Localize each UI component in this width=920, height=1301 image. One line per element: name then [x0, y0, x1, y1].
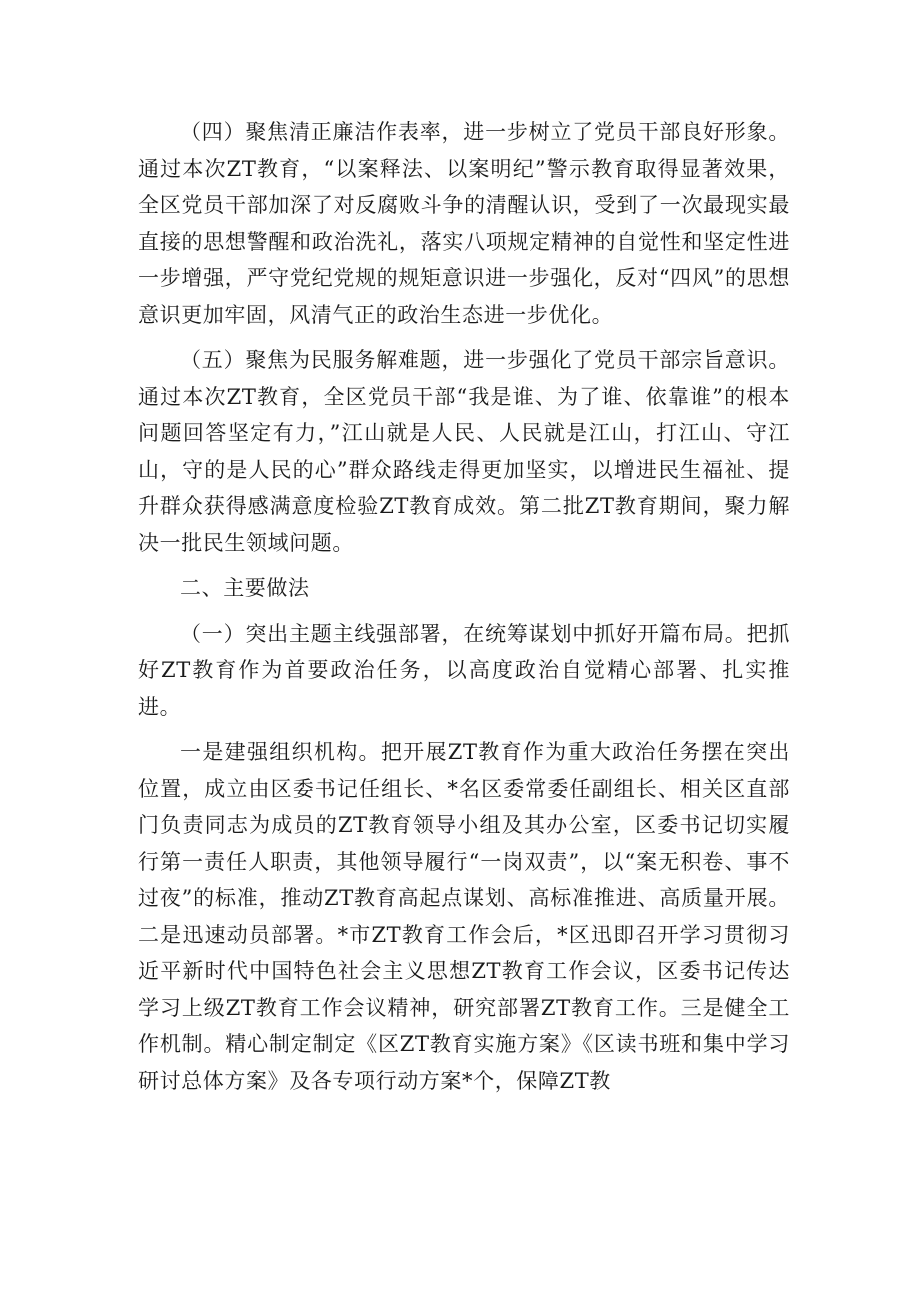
paragraph-deployment: （一）突出主题主线强部署，在统筹谋划中抓好开篇布局。把抓好ZT教育作为首要政治任务，以高度政治自觉精心部署、扎实推进。	[138, 621, 790, 719]
paragraph-organization: 一是建强组织机构。把开展ZT教育作为重大政治任务摆在突出位置，成立由区委书记任组长、*名区委常委任副组长、相关区直部门负责同志为成员的ZT教育领导小组及其办公室，区委书记切实履行第一责任人职责，其他领导履行“一岗双责”，以“案无积卷、事不过夜”的标准，推动ZT教育高起点谋划、高标准推进、高质量开展。二是迅速动员部署。*市ZT教育工作会后，*区迅即召开学习贯彻习近平新时代中国特色社会主义思想ZT教育工作会议，区委书记传达学习上级ZT教育工作会议精神，研究部署ZT教育工作。三是健全工作机制。精心制定制定《区ZT教育实施方案》《区读书班和集中学习研讨总体方案》及各专项行动方案*个，保障ZT教	[138, 740, 790, 1093]
paragraph-integrity: （四）聚焦清正廉洁作表率，进一步树立了党员干部良好形象。通过本次ZT教育，“以案释法、以案明纪”警示教育取得显著效果，全区党员干部加深了对反腐败斗争的清醒认识，受到了一次最现实最直接的思想警醒和政治洗礼，落实八项规定精神的自觉性和坚定性进一步增强，严守党纪党规的规矩意识进一步强化，反对“四风”的思想意识更加牢固，风清气正的政治生态进一步优化。	[138, 120, 790, 327]
section-heading-main-practices: 二、主要做法	[180, 576, 310, 600]
paragraph-serve-people: （五）聚焦为民服务解难题，进一步强化了党员干部宗旨意识。通过本次ZT教育，全区党员干部“我是谁、为了谁、依靠谁”的根本问题回答坚定有力，”江山就是人民、人民就是江山，打江山、守江山，守的是人民的心”群众路线走得更加坚实，以增进民生福祉、提升群众获得感满意度检验ZT教育成效。第二批ZT教育期间，聚力解决一批民生领域问题。	[138, 348, 790, 555]
document-body	[138, 114, 790, 1108]
